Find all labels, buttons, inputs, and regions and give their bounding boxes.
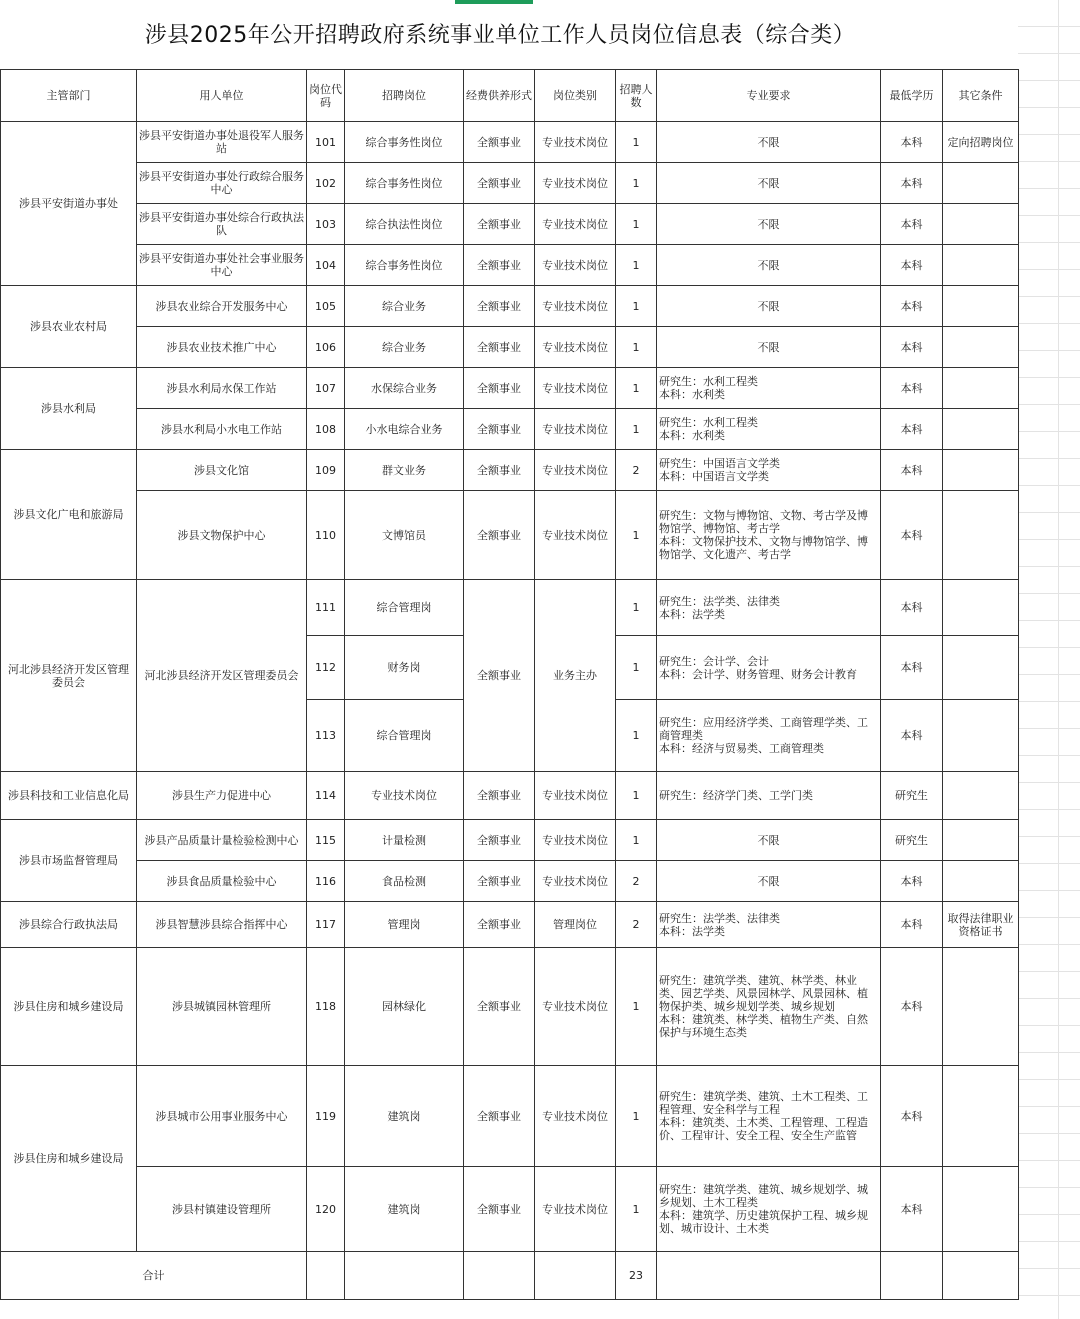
post-cell: 专业技术岗位	[345, 772, 464, 820]
education-cell: 本科	[881, 636, 943, 700]
empty-spreadsheet-grid	[1018, 0, 1080, 1319]
code-cell: 101	[307, 122, 345, 163]
post-cell: 综合业务	[345, 286, 464, 327]
major-cell: 研究生：建筑学类、建筑、林学类、林业类、园艺学类、风景园林学、风景园林、植物保护类、城乡规划学类、城乡规划 本科：建筑类、林学类、植物生产类、自然保护与环境生态类	[657, 948, 881, 1066]
category-cell: 专业技术岗位	[535, 163, 616, 204]
major-cell: 不限	[657, 163, 881, 204]
count-cell: 1	[616, 636, 657, 700]
header-cell: 最低学历	[881, 70, 943, 122]
header-cell: 岗位类别	[535, 70, 616, 122]
education-cell: 本科	[881, 948, 943, 1066]
unit-cell: 涉县生产力促进中心	[137, 772, 307, 820]
education-cell: 本科	[881, 861, 943, 902]
header-cell: 用人单位	[137, 70, 307, 122]
code-cell: 112	[307, 636, 345, 700]
dept-cell: 涉县市场监督管理局	[1, 820, 137, 902]
table-row	[1, 122, 1019, 163]
fund-cell: 全额事业	[464, 491, 535, 580]
education-cell: 本科	[881, 122, 943, 163]
table-row	[1, 580, 1019, 636]
post-cell: 综合业务	[345, 327, 464, 368]
code-cell: 116	[307, 861, 345, 902]
fund-cell: 全额事业	[464, 204, 535, 245]
unit-cell: 涉县平安街道办事处社会事业服务中心	[137, 245, 307, 286]
category-cell: 专业技术岗位	[535, 772, 616, 820]
education-cell: 本科	[881, 368, 943, 409]
dept-cell: 涉县综合行政执法局	[1, 902, 137, 948]
category-cell: 专业技术岗位	[535, 820, 616, 861]
major-cell: 研究生：应用经济学类、工商管理学类、工商管理类 本科：经济与贸易类、工商管理类	[657, 700, 881, 772]
count-cell: 1	[616, 491, 657, 580]
post-cell: 建筑岗	[345, 1066, 464, 1167]
active-sheet-indicator	[455, 0, 533, 4]
post-cell: 管理岗	[345, 902, 464, 948]
empty-cell	[657, 1252, 881, 1300]
table-row	[1, 902, 1019, 948]
code-cell: 108	[307, 409, 345, 450]
post-cell: 水保综合业务	[345, 368, 464, 409]
count-cell: 1	[616, 1066, 657, 1167]
table-row	[1, 491, 1019, 580]
major-cell: 研究生：法学类、法律类 本科：法学类	[657, 902, 881, 948]
post-cell: 文博馆员	[345, 491, 464, 580]
empty-cell	[307, 1252, 345, 1300]
count-cell: 1	[616, 580, 657, 636]
post-cell: 综合管理岗	[345, 580, 464, 636]
category-cell: 专业技术岗位	[535, 204, 616, 245]
other-cell: 取得法律职业资格证书	[943, 902, 1019, 948]
fund-cell: 全额事业	[464, 286, 535, 327]
count-cell: 1	[616, 245, 657, 286]
other-cell	[943, 700, 1019, 772]
fund-cell: 全额事业	[464, 820, 535, 861]
header-cell: 专业要求	[657, 70, 881, 122]
dept-cell: 涉县农业农村局	[1, 286, 137, 368]
other-cell	[943, 772, 1019, 820]
other-cell	[943, 286, 1019, 327]
dept-cell: 涉县住房和城乡建设局	[1, 948, 137, 1066]
table-row	[1, 861, 1019, 902]
education-cell: 研究生	[881, 772, 943, 820]
dept-cell: 涉县平安街道办事处	[1, 122, 137, 286]
count-cell: 2	[616, 450, 657, 491]
empty-cell	[943, 1252, 1019, 1300]
education-cell: 本科	[881, 700, 943, 772]
count-cell: 2	[616, 902, 657, 948]
category-cell: 专业技术岗位	[535, 286, 616, 327]
major-cell: 研究生：会计学、会计 本科：会计学、财务管理、财务会计教育	[657, 636, 881, 700]
category-cell: 专业技术岗位	[535, 368, 616, 409]
empty-cell	[535, 1252, 616, 1300]
other-cell	[943, 1167, 1019, 1252]
count-cell: 1	[616, 327, 657, 368]
empty-cell	[345, 1252, 464, 1300]
category-cell: 专业技术岗位	[535, 122, 616, 163]
code-cell: 119	[307, 1066, 345, 1167]
unit-cell: 涉县村镇建设管理所	[137, 1167, 307, 1252]
table-row	[1, 450, 1019, 491]
unit-cell: 涉县平安街道办事处退役军人服务站	[137, 122, 307, 163]
code-cell: 104	[307, 245, 345, 286]
code-cell: 114	[307, 772, 345, 820]
empty-cell	[881, 1252, 943, 1300]
education-cell: 本科	[881, 1167, 943, 1252]
fund-cell: 全额事业	[464, 580, 535, 772]
unit-cell: 涉县农业综合开发服务中心	[137, 286, 307, 327]
category-cell: 专业技术岗位	[535, 491, 616, 580]
other-cell	[943, 861, 1019, 902]
code-cell: 113	[307, 700, 345, 772]
table-row	[1, 163, 1019, 204]
major-cell: 研究生：中国语言文学类 本科：中国语言文学类	[657, 450, 881, 491]
table-row	[1, 948, 1019, 1066]
major-cell: 研究生：经济学门类、工学门类	[657, 772, 881, 820]
code-cell: 115	[307, 820, 345, 861]
education-cell: 本科	[881, 409, 943, 450]
job-info-table	[0, 69, 1019, 1300]
count-cell: 1	[616, 122, 657, 163]
empty-cell	[464, 1252, 535, 1300]
post-cell: 食品检测	[345, 861, 464, 902]
code-cell: 107	[307, 368, 345, 409]
other-cell	[943, 820, 1019, 861]
other-cell: 定向招聘岗位	[943, 122, 1019, 163]
major-cell: 不限	[657, 204, 881, 245]
post-cell: 园林绿化	[345, 948, 464, 1066]
post-cell: 综合事务性岗位	[345, 163, 464, 204]
category-cell: 专业技术岗位	[535, 245, 616, 286]
category-cell: 管理岗位	[535, 902, 616, 948]
major-cell: 不限	[657, 122, 881, 163]
table-row	[1, 820, 1019, 861]
table-row	[1, 772, 1019, 820]
table-row	[1, 204, 1019, 245]
fund-cell: 全额事业	[464, 1167, 535, 1252]
education-cell: 本科	[881, 1066, 943, 1167]
header-cell: 主管部门	[1, 70, 137, 122]
education-cell: 本科	[881, 491, 943, 580]
category-cell: 专业技术岗位	[535, 409, 616, 450]
fund-cell: 全额事业	[464, 861, 535, 902]
count-cell: 1	[616, 409, 657, 450]
fund-cell: 全额事业	[464, 902, 535, 948]
unit-cell: 涉县食品质量检验中心	[137, 861, 307, 902]
table-row	[1, 409, 1019, 450]
post-cell: 群文业务	[345, 450, 464, 491]
major-cell: 不限	[657, 820, 881, 861]
count-cell: 1	[616, 204, 657, 245]
header-cell: 招聘岗位	[345, 70, 464, 122]
table-row	[1, 368, 1019, 409]
count-cell: 1	[616, 286, 657, 327]
post-cell: 小水电综合业务	[345, 409, 464, 450]
post-cell: 建筑岗	[345, 1167, 464, 1252]
unit-cell: 涉县城镇园林管理所	[137, 948, 307, 1066]
major-cell: 研究生：水利工程类 本科：水利类	[657, 409, 881, 450]
count-cell: 1	[616, 772, 657, 820]
other-cell	[943, 580, 1019, 636]
code-cell: 111	[307, 580, 345, 636]
other-cell	[943, 163, 1019, 204]
unit-cell: 涉县农业技术推广中心	[137, 327, 307, 368]
unit-cell: 河北涉县经济开发区管理委员会	[137, 580, 307, 772]
major-cell: 研究生：水利工程类 本科：水利类	[657, 368, 881, 409]
dept-cell: 涉县水利局	[1, 368, 137, 450]
total-label-cell: 合计	[1, 1252, 307, 1300]
code-cell: 106	[307, 327, 345, 368]
fund-cell: 全额事业	[464, 450, 535, 491]
header-cell: 招聘人数	[616, 70, 657, 122]
total-row	[1, 1252, 1019, 1300]
fund-cell: 全额事业	[464, 1066, 535, 1167]
table-row	[1, 245, 1019, 286]
post-cell: 计量检测	[345, 820, 464, 861]
top-toolbar-strip	[0, 0, 1080, 8]
education-cell: 研究生	[881, 820, 943, 861]
table-row	[1, 1167, 1019, 1252]
education-cell: 本科	[881, 245, 943, 286]
other-cell	[943, 204, 1019, 245]
code-cell: 105	[307, 286, 345, 327]
dept-cell: 河北涉县经济开发区管理委员会	[1, 580, 137, 772]
category-cell: 专业技术岗位	[535, 1066, 616, 1167]
other-cell	[943, 636, 1019, 700]
category-cell: 专业技术岗位	[535, 948, 616, 1066]
education-cell: 本科	[881, 580, 943, 636]
count-cell: 1	[616, 163, 657, 204]
fund-cell: 全额事业	[464, 163, 535, 204]
code-cell: 102	[307, 163, 345, 204]
fund-cell: 全额事业	[464, 409, 535, 450]
header-cell: 岗位代码	[307, 70, 345, 122]
total-count-cell: 23	[616, 1252, 657, 1300]
table-row	[1, 286, 1019, 327]
education-cell: 本科	[881, 204, 943, 245]
code-cell: 103	[307, 204, 345, 245]
major-cell: 研究生：法学类、法律类 本科：法学类	[657, 580, 881, 636]
post-cell: 综合执法性岗位	[345, 204, 464, 245]
major-cell: 不限	[657, 286, 881, 327]
table-row	[1, 327, 1019, 368]
post-cell: 财务岗	[345, 636, 464, 700]
unit-cell: 涉县水利局小水电工作站	[137, 409, 307, 450]
fund-cell: 全额事业	[464, 327, 535, 368]
header-row	[1, 70, 1019, 122]
unit-cell: 涉县文化馆	[137, 450, 307, 491]
sheet-title: 涉县2025年公开招聘政府系统事业单位工作人员岗位信息表（综合类）	[144, 23, 856, 48]
count-cell: 1	[616, 820, 657, 861]
major-cell: 研究生：文物与博物馆、文物、考古学及博物馆学、博物馆、考古学 本科：文物保护技术、文物与博物馆学、博物馆学、文化遗产、考古学	[657, 491, 881, 580]
unit-cell: 涉县智慧涉县综合指挥中心	[137, 902, 307, 948]
major-cell: 研究生：建筑学类、建筑、土木工程类、工程管理、安全科学与工程 本科：建筑类、土木类、工程管理、工程造价、工程审计、安全工程、安全生产监管	[657, 1066, 881, 1167]
count-cell: 1	[616, 368, 657, 409]
other-cell	[943, 327, 1019, 368]
header-cell: 经费供养形式	[464, 70, 535, 122]
code-cell: 117	[307, 902, 345, 948]
category-cell: 专业技术岗位	[535, 1167, 616, 1252]
major-cell: 不限	[657, 861, 881, 902]
table-row	[1, 1066, 1019, 1167]
other-cell	[943, 491, 1019, 580]
fund-cell: 全额事业	[464, 368, 535, 409]
fund-cell: 全额事业	[464, 948, 535, 1066]
category-cell: 专业技术岗位	[535, 861, 616, 902]
fund-cell: 全额事业	[464, 122, 535, 163]
unit-cell: 涉县城市公用事业服务中心	[137, 1066, 307, 1167]
code-cell: 109	[307, 450, 345, 491]
major-cell: 不限	[657, 327, 881, 368]
education-cell: 本科	[881, 163, 943, 204]
count-cell: 1	[616, 948, 657, 1066]
other-cell	[943, 450, 1019, 491]
major-cell: 研究生：建筑学类、建筑、城乡规划学、城乡规划、土木工程类 本科：建筑学、历史建筑保护工程、城乡规划、城市设计、土木类	[657, 1167, 881, 1252]
education-cell: 本科	[881, 902, 943, 948]
other-cell	[943, 245, 1019, 286]
category-cell: 专业技术岗位	[535, 327, 616, 368]
major-cell: 不限	[657, 245, 881, 286]
unit-cell: 涉县水利局水保工作站	[137, 368, 307, 409]
fund-cell: 全额事业	[464, 245, 535, 286]
unit-cell: 涉县产品质量计量检验检测中心	[137, 820, 307, 861]
table-body	[1, 70, 1019, 1300]
post-cell: 综合事务性岗位	[345, 245, 464, 286]
dept-cell: 涉县住房和城乡建设局	[1, 1066, 137, 1252]
header-cell: 其它条件	[943, 70, 1019, 122]
education-cell: 本科	[881, 450, 943, 491]
other-cell	[943, 1066, 1019, 1167]
category-cell: 专业技术岗位	[535, 450, 616, 491]
other-cell	[943, 409, 1019, 450]
count-cell: 1	[616, 700, 657, 772]
count-cell: 1	[616, 1167, 657, 1252]
dept-cell: 涉县科技和工业信息化局	[1, 772, 137, 820]
unit-cell: 涉县平安街道办事处综合行政执法队	[137, 204, 307, 245]
dept-cell: 涉县文化广电和旅游局	[1, 450, 137, 580]
other-cell	[943, 948, 1019, 1066]
category-cell: 业务主办	[535, 580, 616, 772]
post-cell: 综合事务性岗位	[345, 122, 464, 163]
code-cell: 118	[307, 948, 345, 1066]
education-cell: 本科	[881, 286, 943, 327]
fund-cell: 全额事业	[464, 772, 535, 820]
post-cell: 综合管理岗	[345, 700, 464, 772]
other-cell	[943, 368, 1019, 409]
count-cell: 2	[616, 861, 657, 902]
unit-cell: 涉县平安街道办事处行政综合服务中心	[137, 163, 307, 204]
unit-cell: 涉县文物保护中心	[137, 491, 307, 580]
education-cell: 本科	[881, 327, 943, 368]
code-cell: 120	[307, 1167, 345, 1252]
code-cell: 110	[307, 491, 345, 580]
